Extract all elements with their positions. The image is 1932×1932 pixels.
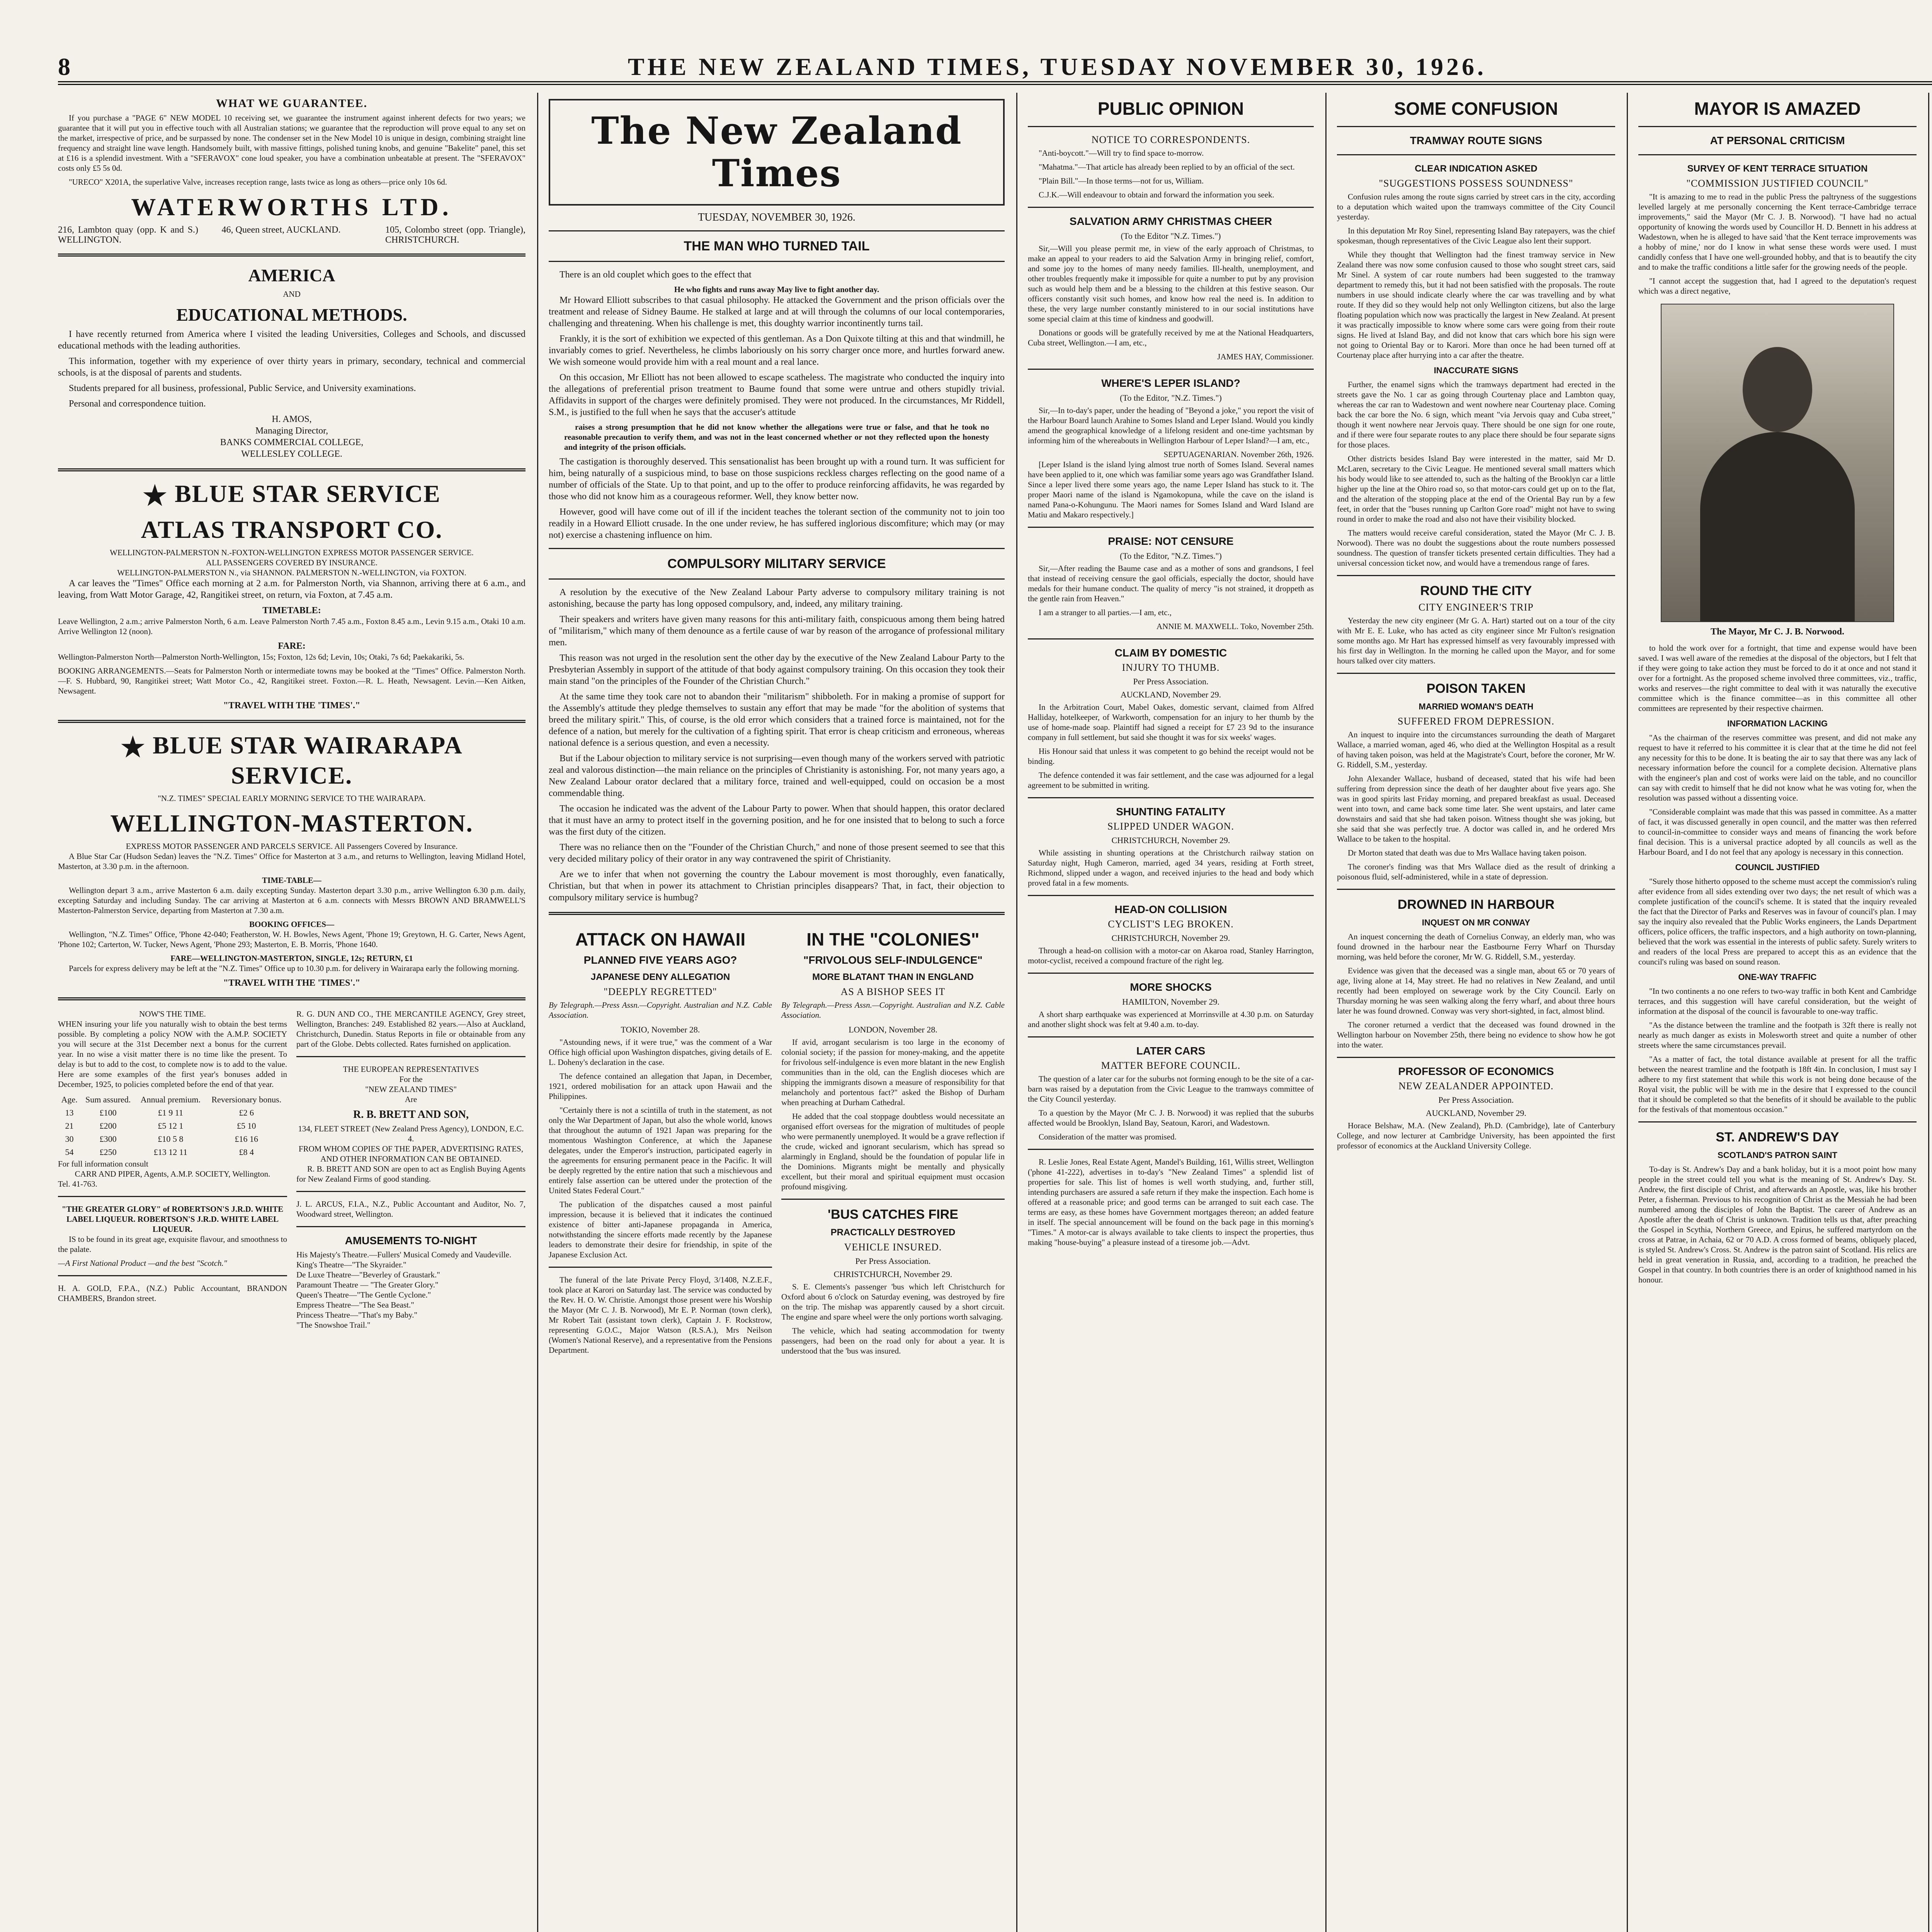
editorial-paragraph: Frankly, it is the sort of exhibition we expected of this gentleman. As a Don Quixote tilting at this and that windmill, he invariably comes to grief. Nevertheless, he climbs laboriously on his sorry charger once more, and hurtles forward anew. We wish someone would provide him with a real mount and a real lance. bbox=[549, 334, 1005, 367]
amusement-item: Queen's Theatre—"The Gentle Cyclone." bbox=[296, 1290, 431, 1299]
table-cell: £100 bbox=[99, 1107, 117, 1117]
article-paragraph: Horace Belshaw, M.A. (New Zealand), Ph.D. (Cambridge), late of Canterbury College, and now lecturer at Cambridge University, has been appointed the first professor of economics at the Auckland University College. bbox=[1337, 1121, 1615, 1150]
article-paragraph: Yesterday the new city engineer (Mr G. A. Hart) started out on a tour of the city with Mr E. E. Luke, who has acted as city engineer since Mr Fulton's resignation some months ago. Mr Hart has expressed himself as very favourably impressed with his first day in Wellington. In the morning he called upon the Mayor, and for some hours talked over city matters. bbox=[1337, 616, 1615, 665]
america-title: AMERICA bbox=[248, 265, 335, 285]
local-news-column bbox=[1337, 93, 1615, 1932]
table-header: Reversionary bonus. bbox=[211, 1094, 282, 1104]
article-deck: "SUGGESTIONS POSSESS SOUNDNESS" bbox=[1379, 178, 1573, 189]
advertorial-paragraph: R. Leslie Jones, Real Estate Agent, Mandel's Building, 161, Willis street, Wellington ('phone 41-222), advertises in to-day's "New Zealand Times" a splendid list of properties for sale. This list of homes is well worth studying, and, further still, intending purchasers are assured a safe return if they make the inspection. Each home is offered at a reasonable price; and good terms can be arranged to suit each case. The terms are easy, as these homes have Government mortgages thereon; an added feature in itself. The special announcement will be found on the back page in this morning's "Times." A motor-car is always available to take clients to inspect the properties, thus making "house-buying" a pleasure instead of a tiresome job.—Advt. bbox=[1028, 1157, 1314, 1247]
editorial-paragraph: The occasion he indicated was the advent of the Labour Party to power. When that should happen, this orator declared that it must have an army to protect itself in the governing position, and he for one insisted that to belong to such a force was the first duty of the citizen. bbox=[549, 804, 1005, 837]
america-signature bbox=[58, 413, 526, 460]
news-subcolumns bbox=[549, 923, 1005, 1360]
table-cell: 21 bbox=[65, 1121, 74, 1131]
brett-title: R. B. BRETT AND SON, bbox=[353, 1108, 469, 1121]
amusement-item: Princess Theatre—"That's my Baby." bbox=[296, 1310, 418, 1320]
article-paragraph: Dr Morton stated that death was due to Mrs Wallace having taken poison. bbox=[1348, 848, 1587, 857]
mayor-photo bbox=[1661, 304, 1894, 622]
wellington-masterton-title: WELLINGTON-MASTERTON. bbox=[110, 809, 473, 837]
article-deck: MORE BLATANT THAN IN ENGLAND bbox=[812, 972, 974, 982]
article-deck: JAPANESE DENY ALLEGATION bbox=[590, 972, 730, 982]
article-deck: SLIPPED UNDER WAGON. bbox=[1107, 821, 1234, 832]
small-ads-right bbox=[296, 1009, 526, 1330]
advertisements-column bbox=[58, 93, 526, 1932]
column-rule bbox=[1016, 93, 1017, 1932]
letter-signature: JAMES HAY, Commissioner. bbox=[1217, 352, 1314, 361]
wairarapa-title bbox=[58, 731, 526, 789]
article-headline: IN THE "COLONIES" bbox=[806, 929, 980, 949]
editorial-paragraph: The castigation is thoroughly deserved. This sensationalist has been brought up with a round turn. It was sufficient for him, being naturally of a suspicious mind, to base on those suspicions reckless charges reflecting on the good name of a number of officials of the State. Up to that point, and up to the offer to produce reinforcing affidavits, he was regarded by those who did not know him as a courageous reformer. Well, they know better now. bbox=[549, 457, 1005, 502]
article-credit: By Telegraph.—Press Assn.—Copyright. Australian and N.Z. Cable Association. bbox=[781, 1000, 1005, 1020]
letter-paragraph: Sir,—Will you please permit me, in view of the early approach of Christmas, to make an appeal to your readers to aid the Salvation Army in bringing relief, comfort, and some joy to the homes of many needy families. Ill-health, unemployment, and other troubles frequently make it impossible for quite a number to put by any provision such as would help them and be a blessing to the children at this festive season. Our officers constantly visit such homes, and know how real the need is. In addition to these, the very large number constantly ministered to in our social institutions have some special claim at this time of kindness and goodwill. bbox=[1028, 244, 1314, 323]
travel-slogan: "TRAVEL WITH THE 'TIMES'." bbox=[223, 978, 361, 988]
signature-line: WELLESLEY COLLEGE. bbox=[241, 449, 342, 459]
article-headline: MORE SHOCKS bbox=[1130, 981, 1212, 993]
table-cell: £1 9 11 bbox=[158, 1107, 183, 1117]
notice-title: NOTICE TO CORRESPONDENTS. bbox=[1091, 134, 1250, 145]
article-deck: SCOTLAND'S PATRON SAINT bbox=[1718, 1150, 1837, 1160]
greater-glory: "THE GREATER GLORY" of ROBERTSON'S J.R.D. WHITE LABEL LIQUEUR. ROBERTSON'S J.R.D. WHITE LABEL LIQUEUR. bbox=[61, 1204, 284, 1234]
article-paragraph: "Surely those hitherto opposed to the scheme must accept the commission's ruling after evidence from all sides extending over two days; the net result of which was a complete justification of the council's scheme. It is stated that the inquiry revealed the fact that the Director of Parks and Reserves was in favour of council's plan. I may say the inquiry also revealed that the Public Works engineers, the Lands Department officers, police officers, the traffic inspectors, and a high authority on town-planning, believed that the work was essential in the interests of public safety. Surely writers to and readers of the local Press are prepared to accept this as an evidence that the council's ruling was based on sound reason. bbox=[1638, 877, 1917, 966]
now-tel: Tel. 41-763. bbox=[58, 1179, 97, 1189]
article-headline: 'BUS CATCHES FIRE bbox=[827, 1207, 959, 1222]
article-paragraph: Evidence was given that the deceased was a single man, about 65 or 70 years of age, living alone at 14, May street. He had no relatives in New Zealand, and until recently had been employed on sewerage work by the City Council. Early on Thursday morning he was seen walking along the ferry wharf, and about three hours later he was found drowned. Conway was very short-sighted, in fact, almost blind. bbox=[1337, 966, 1615, 1015]
article-headline: ATTACK ON HAWAII bbox=[575, 929, 746, 949]
subheading: INACCURATE SIGNS bbox=[1434, 366, 1519, 375]
editorial-quote: raises a strong presumption that he did not know whether the allegations were true or false, and that he took no reasonable precaution to verify them, and was not in the least concerned whether or not they reflected upon the honesty and integrity of the prison officials. bbox=[564, 422, 989, 452]
now-info: For full information consult bbox=[58, 1159, 148, 1168]
table-cell: 54 bbox=[65, 1147, 74, 1157]
article-paragraph: Other districts besides Island Bay were interested in the matter, said Mr D. McLaren, secretary to the Civic League. He mentioned several small matters which his body would like to see attended to, such as the halting of the Brooklyn car a little higher up the line at the Ohiro road so, so that motor-cars could get up on to the flat, and the alteration of the stopping place at the end of the Oriental Bay run by a few feet, in order that the "buses running up Carlton Gore road" might not have to swing round in order to make the road and also not have their visibility blocked. bbox=[1337, 454, 1615, 524]
article-deck: AT PERSONAL CRITICISM bbox=[1710, 134, 1845, 146]
america-paragraph: This information, together with my experience of over thirty years in primary, secondary, technical and commercial schools, is at the disposal of parents and students. bbox=[58, 356, 526, 378]
article-headline: LATER CARS bbox=[1136, 1045, 1206, 1057]
greater-tag: —A First National Product —and the best "Scotch." bbox=[58, 1258, 227, 1268]
wm-timetable: Wellington depart 3 a.m., arrive Masterton 6 a.m. daily excepting Sunday. Masterton depart 3.30 p.m., arrive Wellington 6.30 p.m. daily, excepting Saturday and including Sunday. The car arriving at Masterton at 6 a.m. connects with Messrs BROWN AND BRAMWELL'S Masterton-Palmerston Service, departing from Masterton at 7.30 a.m. bbox=[58, 885, 526, 915]
star-icon: ★ bbox=[121, 733, 146, 763]
article-deck: CLEAR INDICATION ASKED bbox=[1415, 163, 1537, 174]
table-row bbox=[58, 1106, 287, 1119]
running-head: THE NEW ZEALAND TIMES, TUESDAY NOVEMBER 30, 1926. bbox=[628, 53, 1487, 80]
article-paragraph: In the Arbitration Court, Mabel Oakes, domestic servant, claimed from Alfred Halliday, hotelkeeper, of Warkworth, compensation for an injury to her thumb by the use of home-made soap. Plaintiff had signed a receipt for £7 23 9d to the insurance company in full settlement, but said she thought it was for six weeks' wages. bbox=[1028, 702, 1314, 742]
address-wellington: 216, Lambton quay (opp. K and S.) WELLINGTON. bbox=[58, 225, 198, 245]
editorial-paragraph: This reason was not urged in the resolution sent the other day by the executive of the New Zealand Labour Party to the Presbyterian Assembly in support of the attitude of that body against compulsory training. On this occasion they took their main stand "on the principles of the Founder of the Christian Church." bbox=[549, 653, 1005, 686]
euro-for: For the bbox=[399, 1074, 423, 1084]
article-credit: By Telegraph.—Press Assn.—Copyright. Australian and N.Z. Cable Association. bbox=[549, 1000, 772, 1020]
article-headline: POISON TAKEN bbox=[1426, 681, 1526, 696]
table-cell: £5 12 1 bbox=[158, 1121, 184, 1131]
page-number: 8 bbox=[58, 53, 70, 80]
article-deck: CYCLIST'S LEG BROKEN. bbox=[1108, 918, 1234, 930]
article-headline: CLAIM BY DOMESTIC bbox=[1114, 647, 1227, 659]
article-paragraph: Further, the enamel signs which the tramways department had erected in the streets gave the No. 1 car as going through Courtenay place and Lambton quay, whereas the car ran to Wadestown and went nowhere near Courtenay place. Coming back the car bore the No. 6 sign, which meant "via Jervois quay and Cuba street," though it went nowhere near Jervois quay. There should be one sign for one route, and if there were four separate routes to any place there should be four separate signs for those places. bbox=[1337, 380, 1615, 449]
bonus-table bbox=[58, 1093, 287, 1159]
article-headline: DROWNED IN HARBOUR bbox=[1397, 897, 1555, 912]
letter-paragraph: Sir,—In to-day's paper, under the heading of "Beyond a joke," you report the visit of the Harbour Board launch Arahine to Somes Island and Leper Island. Would you kindly amend the geographical knowledge of a lifelong resident and one-time yachtsman by informing him of the whereabouts in Wellington Harbour of Leper Island?—I am, etc., bbox=[1028, 406, 1314, 445]
article-deck: MATTER BEFORE COUNCIL. bbox=[1101, 1060, 1241, 1071]
wairarapa-subtitle: "N.Z. TIMES" SPECIAL EARLY MORNING SERVICE TO THE WAIRARAPA. bbox=[158, 793, 426, 803]
article-paragraph: "As a matter of fact, the total distance available at present for all the traffic between the nearest tramline and the footpath is 18ft 4in. In conclusion, I must say I adhere to my first statement that while this work is not being done because of the Royal visit, the public will be with me in the desire that I expressed to the council that it should be completed so that the benefits of it should be available to the public for the festivals of that momentous occasion." bbox=[1638, 1054, 1917, 1114]
brett-text2: R. B. BRETT AND SON are open to act as English Buying Agents for New Zealand Firms of good standing. bbox=[296, 1164, 526, 1184]
article-paragraph: "It is amazing to me to read in the public Press the paltryness of the suggestions levelled largely at me personally concerning the Kent terrace-Cambridge terrace improvements," said the Mayor (Mr C. J. B. Norwood). "I have had no actual opportunity of knowing the words used by Councillor H. D. Bennett in his address at Wadestown, when he is alleged to have said 'that the Kent terrace improvements was a hobby of mine,' nor do I know in what sense these words were used. I must candidly confess that I have one well-grounded hobby, and that is to beautify the city and to make the traffic conditions a little safer for the growing needs of the people. bbox=[1638, 192, 1917, 272]
article-paragraph: To a question by the Mayor (Mr C. J. B. Norwood) it was replied that the suburbs affected would be Brooklyn, Island Bay, Seatoun, Karori, and Wadestown. bbox=[1028, 1108, 1314, 1128]
dun-ad: R. G. DUN AND CO., THE MERCANTILE AGENCY, Grey street, Wellington, Branches: 249. Established 82 years.—Also at Auckland, Christchurch, Dunedin. Status Reports in file or obtainable from any part of the Globe. Debts collected. Rates furnished on application. bbox=[296, 1009, 526, 1049]
now-text: WHEN insuring your life you naturally wish to obtain the best terms possible. By completing a policy NOW with the A.M.P. SOCIETY you will secure at the 31st December next a bonus for the current year. In no wise a visit matter there is no time like the present. To delay is but to add to the cost, to complete now is to add to the value. Here are some examples of the first year's bonuses added in December, 1925, to policies completed before the end of that year. bbox=[58, 1019, 287, 1089]
article-credit: Per Press Association. bbox=[1133, 677, 1209, 686]
guarantee-text: If you purchase a "PAGE 6" NEW MODEL 10 receiving set, we guarantee the instrument against inherent defects for two years; we guarantee that it will put you in effective touch with all Australian stations; we guarantee that the reproduction will prove equal to any set on the market, irrespective of price, and be surpassed by none. The condenser set in the New Model 10 is unique in design, combining straight line frequency and straight line wave length. Handsomely built, with massive fittings, polished tuning knobs, and genuine "Bakelite" panel, this set at £16 is a splendid investment. With a "SFERAVOX" cone loud speaker, you have a combination unbeatable at present. The "SFERAVOX" costs only £5 5s 0d. bbox=[58, 113, 526, 173]
article-dateline: CHRISTCHURCH, November 29. bbox=[1111, 835, 1230, 845]
editorial-paragraph: But if the Labour objection to military service is not surprising—even though many of the workers served with patriotic zeal and valorous distinction—the main reliance on the principles of Christianity is astonishing. For, not many years ago, a New Zealand Labour orator declared that a military force, trained and well-equipped, could on occasion be a most commendable thing. bbox=[549, 753, 1005, 798]
signature-line: BANKS COMMERCIAL COLLEGE, bbox=[220, 437, 364, 447]
america-and: AND bbox=[283, 289, 301, 299]
wm-booking: Wellington, "N.Z. Times" Office, 'Phone 42-040; Featherston, W. H. Bowles, News Agent, 'Phone 19; Greytown, H. G. Carter, News Agent, 'Phone 102; Carterton, W. Tucker, News Agent, 'Phone 293; Masterton, E. B. Morris, 'Phone 1640. bbox=[58, 929, 526, 949]
america-paragraph: Students prepared for all business, professional, Public Service, and University examinations. bbox=[69, 383, 416, 393]
article-dateline: AUCKLAND, November 29. bbox=[1120, 690, 1221, 699]
amusement-item: Empress Theatre—"The Sea Beast." bbox=[296, 1300, 414, 1310]
editorial-date: TUESDAY, NOVEMBER 30, 1926. bbox=[698, 211, 855, 223]
table-cell: 30 bbox=[65, 1134, 74, 1144]
letter-headline: PRAISE: NOT CENSURE bbox=[1108, 535, 1234, 547]
nameplate-box bbox=[549, 99, 1005, 206]
guarantee-title: WHAT WE GUARANTEE. bbox=[216, 97, 367, 110]
euro-title: THE EUROPEAN REPRESENTATIVES bbox=[343, 1064, 479, 1074]
bluestar-route: WELLINGTON-PALMERSTON N.-FOXTON-WELLINGTON EXPRESS MOTOR PASSENGER SERVICE. bbox=[110, 548, 474, 558]
colonies-article bbox=[781, 923, 1005, 1360]
article-deck: TRAMWAY ROUTE SIGNS bbox=[1410, 134, 1543, 146]
greater-text: IS to be found in its great age, exquisite flavour, and smoothness to the palate. bbox=[58, 1234, 287, 1254]
funeral-paragraph: The funeral of the late Private Percy Floyd, 3/1408, N.Z.E.F., took place at Karori on Saturday last. The service was conducted by the Rev. H. O. W. Christie. Amongst those present were his Worship the Mayor (Mr C. J. B. Norwood), Mr E. P. Norman (town clerk), Mr Robert Tait (assistant town clerk), Captain J. F. Rockstrow, representing G.O.C., Major Watson (R.S.A.), Mrs Neilson (Women's National Reserve), and a representative from the Pensions Department. bbox=[549, 1275, 772, 1355]
letter-signature: ANNIE M. MAXWELL. Toko, November 25th. bbox=[1156, 622, 1314, 631]
ureco-text: "URECO" X201A, the superlative Valve, increases reception range, lasts twice as long as others—price only 10s 6d. bbox=[69, 177, 447, 187]
article-paragraph: S. E. Clements's passenger 'bus which left Christchurch for Oxford about 6 o'clock on Saturday evening, was destroyed by fire on the trip. The mishap was apparently caused by a short circuit. The engine and spare wheel were the only portions worth salvaging. bbox=[781, 1282, 1005, 1321]
public-opinion-column bbox=[1028, 93, 1314, 1932]
editor-note: [Leper Island is the island lying almost true north of Somes Island. Several names have been applied to it, one which was familiar some years ago was Grandfather Island. Since a leper lived there some years ago, the name Leper Island has stuck to it. The proper Maori name of the island is Ngamokopuna, while the cave on the island is named Pana-o-Kohungunu. The Maori names for Somes Island and Ward Island are Matiu and Makaro respectively.] bbox=[1028, 460, 1314, 519]
letter-paragraph: I am a stranger to all parties.—I am, etc., bbox=[1039, 608, 1172, 617]
article-dateline: AUCKLAND, November 29. bbox=[1425, 1108, 1527, 1118]
article-paragraph: The defence contained an allegation that Japan, in December, 1921, ordered mobilisation for an attack upon Hawaii and the Philippines. bbox=[549, 1071, 772, 1101]
now-title: NOW'S THE TIME. bbox=[139, 1009, 206, 1019]
article-dateline: HAMILTON, November 29. bbox=[1122, 997, 1219, 1007]
article-paragraph: His Honour said that unless it was competent to go behind the receipt would not be binding. bbox=[1028, 747, 1314, 766]
notice-item: C.J.K.—Will endeavour to obtain and forward the information you seek. bbox=[1039, 190, 1274, 199]
article-paragraph: An inquest concerning the death of Cornelius Conway, an elderly man, who was found drowned in the harbour near the Eastbourne Ferry Wharf on Thursday morning, was held before the coroner, Mr W. G. Riddell, S.M., yesterday. bbox=[1337, 932, 1615, 961]
article-headline: SHUNTING FATALITY bbox=[1116, 806, 1226, 818]
small-ads-left bbox=[58, 1009, 287, 1330]
euro-paper: "NEW ZEALAND TIMES" bbox=[365, 1084, 457, 1094]
signature-line: Managing Director, bbox=[255, 426, 328, 436]
table-row bbox=[58, 1119, 287, 1133]
letter-to: (To the Editor, "N.Z. Times.") bbox=[1120, 551, 1222, 561]
article-paragraph: An inquest to inquire into the circumstances surrounding the death of Margaret Wallace, a married woman, aged 46, who died at the Wellington Hospital as a result of having taken poison, was held at the Magistrate's Court, before the coroner, Mr W. G. Riddell, S.M., yesterday. bbox=[1337, 730, 1615, 769]
article-dateline: CHRISTCHURCH, November 29. bbox=[1111, 933, 1230, 943]
article-paragraph: The defence contended it was fair settlement, and the case was adjourned for a legal agreement to be submitted in writing. bbox=[1028, 770, 1314, 790]
photo-caption: The Mayor, Mr C. J. B. Norwood. bbox=[1711, 627, 1844, 637]
editorial-verse: He who fights and runs away May live to fight another day. bbox=[674, 285, 879, 294]
article-headline: ST. ANDREW'S DAY bbox=[1716, 1130, 1839, 1145]
editorial-paragraph: There was no reliance then on the "Founder of the Christian Church," and none of those present seemed to see that this very decided military policy of their orator in any way contravened the spirit of Christianity. bbox=[549, 842, 1005, 864]
wm-timetable-title: TIME-TABLE— bbox=[262, 875, 321, 885]
small-ads-grid bbox=[58, 1009, 526, 1330]
article-credit: Per Press Association. bbox=[1438, 1095, 1514, 1105]
euro-are: Are bbox=[405, 1094, 417, 1104]
notice-item: "Anti-boycott."—Will try to find space to-morrow. bbox=[1039, 148, 1204, 158]
star-icon: ★ bbox=[143, 481, 168, 511]
column-rule bbox=[1325, 93, 1327, 1932]
article-paragraph: While they thought that Wellington had the finest tramway service in New Zealand there was now some confusion caused to those who sought street cars, said Mr Sinel. A system of car route numbers had been suggested to the tramway department to remedy this, but it had not been satisfied with the proposals. The route numbers in use should indicate clearly where the car was travelling and by what route. If they did so they would help not only Wellington citizens, but also the large floating population which now was practically the largest in New Zealand. At present it was practically impossible to know where some cars were going from their route signs. He lived at Island Bay, and did not know that cars which bore his sign were not going to Oriental Bay or to Karori. More than once he had been turned off at Courtenay place after hurrying into a car after the theatre. bbox=[1337, 250, 1615, 360]
notice-item: "Plain Bill."—In those terms—not for us, William. bbox=[1039, 176, 1204, 185]
article-deck: CITY ENGINEER'S TRIP bbox=[1418, 602, 1534, 613]
table-cell: £300 bbox=[99, 1134, 117, 1144]
article-deck: SUFFERED FROM DEPRESSION. bbox=[1398, 716, 1554, 727]
editorial-paragraph: There is an old couplet which goes to the effect that bbox=[560, 270, 752, 280]
america-paragraph: I have recently returned from America where I visited the leading Universities, Colleges and Schools, and discussed educational methods with the leading authorities. bbox=[58, 329, 526, 351]
fare-title: FARE: bbox=[278, 641, 306, 651]
article-headline: MAYOR IS AMAZED bbox=[1694, 99, 1861, 119]
table-header: Annual premium. bbox=[140, 1094, 201, 1104]
article-headline: PROFESSOR OF ECONOMICS bbox=[1398, 1065, 1554, 1077]
signature-line: H. AMOS, bbox=[272, 414, 312, 424]
bluestar-title-text: BLUE STAR SERVICE bbox=[175, 480, 441, 507]
hawaii-article bbox=[549, 923, 772, 1360]
address-christchurch: 105, Colombo street (opp. Triangle), CHRISTCHURCH. bbox=[385, 225, 526, 245]
table-cell: £8 4 bbox=[239, 1147, 254, 1157]
article-deck: MARRIED WOMAN'S DEATH bbox=[1418, 702, 1534, 711]
letter-paragraph: Sir,—After reading the Baume case and as a mother of sons and grandsons, I feel that instead of receiving censure the gaol officials, especially the doctor, should have medals for their humane conduct. The quality of mercy "is not strained, it droppeth as the gentle rain from Heaven." bbox=[1028, 564, 1314, 603]
booking-text: BOOKING ARRANGEMENTS.—Seats for Palmerston North or intermediate towns may be booked at the "Times" Office. Palmerston North.—F. S. Hubbard, 90, Rangitikei street; Watt Motor Co., 42, Rangitikei street. Foxton.—R. L. Heath, Newsagent. Levin.—Ken Aitken, Newsagent. bbox=[58, 666, 526, 696]
arcus-ad: J. L. ARCUS, F.I.A., N.Z., Public Accountant and Auditor, No. 7, Woodward street, Wellington. bbox=[296, 1199, 526, 1219]
timetable-text: Leave Wellington, 2 a.m.; arrive Palmerston North, 6 a.m. Leave Palmerston North 7.45 a.m., Foxton 8.45 a.m., Levin 9.15 a.m., Otaki 10 a.m. Arrive Wellington 12 (noon). bbox=[58, 617, 526, 636]
article-paragraph: "I cannot accept the suggestion that, had I agreed to the deputation's request which was a direct negative, bbox=[1638, 276, 1917, 296]
article-paragraph: "Certainly there is not a scintilla of truth in the statement, as not only the War Department of Japan, but also the whole world, knows that throughout the autumn of 1921 Japan was preparing for the momentous Washington Conference, at which the Japanese delegates, under the Emperor's instruction, participated eagerly in the agreements for ensuring permanent peace in the Pacific. It will be deeply regretted by the entire nation that such a mischievous and entirely false assertion can be uttered under the protection of the United States Federal Court." bbox=[549, 1105, 772, 1195]
table-cell: £13 12 11 bbox=[153, 1147, 187, 1157]
wm-booking-title: BOOKING OFFICES— bbox=[249, 919, 334, 929]
article-paragraph: A short sharp earthquake was experienced at Morrinsville at 4.30 p.m. on Saturday and another slight shock was felt at 9.40 a.m. to-day. bbox=[1028, 1010, 1314, 1029]
bluestar-paragraph: A car leaves the "Times" Office each morning at 2 a.m. for Palmerston North, via Shannon, arriving there at 6 a.m., and leaving, from Watt Motor Garage, 42, Rangitikei street, on return, via Foxton, at 7.45 a.m. bbox=[58, 578, 526, 600]
letter-headline: WHERE'S LEPER ISLAND? bbox=[1101, 377, 1240, 389]
article-paragraph: To-day is St. Andrew's Day and a bank holiday, but it is a moot point how many people in the street could tell you what is the meaning of St. Andrew's Day. St. Andrew, the first disciple of Christ, and afterwards an Apostle, was, like his brother Peter, a fisherman. Previous to his recognition of Christ as the Messiah he had been numbered among the disciples of John the Baptist. The career of Andrew as an Apostle after the death of Christ is unknown. Tradition tells us that, after preaching the Gospel in Scythia, Northern Greece, and Epirus, he suffered martyrdom on the cross at Patrae, in Achaia, 62 or 70 A.D. A cross formed of beams, obliquely placed, is styled St. Andrew's Cross. St. Andrew is the patron saint of Scotland. His relics are held in great veneration in Russia, and, according to a tradition, he preached the Gospel in that country. In both countries there is an order of knighthood named in his honour. bbox=[1638, 1165, 1917, 1284]
article-paragraph: While assisting in shunting operations at the Christchurch railway station on Saturday night, Hugh Cameron, married, aged 34 years, residing at Forth street, Richmond, slipped under a wagon, and received injuries to the head and body which proved fatal in a few moments. bbox=[1028, 848, 1314, 888]
article-deck: AS A BISHOP SEES IT bbox=[840, 986, 946, 997]
wm-fare: FARE—WELLINGTON-MASTERTON, SINGLE, 12s; RETURN, £1 bbox=[170, 953, 413, 963]
article-dateline: CHRISTCHURCH, November 29. bbox=[833, 1269, 952, 1279]
amusement-item: Paramount Theatre — "The Greater Glory." bbox=[296, 1280, 439, 1289]
waterworths-title: WATERWORTHS LTD. bbox=[131, 193, 452, 221]
table-header: Sum assured. bbox=[85, 1094, 131, 1104]
article-dateline: LONDON, November 28. bbox=[849, 1025, 937, 1034]
editorial-headline: THE MAN WHO TURNED TAIL bbox=[684, 239, 870, 253]
column-rule bbox=[537, 93, 538, 1932]
article-headline: ROUND THE CITY bbox=[1420, 583, 1532, 598]
table-cell: £200 bbox=[99, 1121, 117, 1131]
article-paragraph: Through a head-on collision with a motor-car on Akaroa road, Stanley Harrington, motor-cyclist, received a compound fracture of the right leg. bbox=[1028, 946, 1314, 965]
subheading: INFORMATION LACKING bbox=[1727, 719, 1828, 728]
article-paragraph: "As the distance between the tramline and the footpath is 32ft there is really not nearly as much danger as exists in Molesworth street and quite a number of other streets where the same circumstances prevail. bbox=[1638, 1020, 1917, 1050]
bluestar-title2: ATLAS TRANSPORT CO. bbox=[141, 516, 443, 544]
letter-signature: SEPTUAGENARIAN. November 26th, 1926. bbox=[1163, 450, 1314, 459]
amusements-title: AMUSEMENTS TO-NIGHT bbox=[345, 1234, 477, 1247]
subheading: ONE-WAY TRAFFIC bbox=[1738, 972, 1817, 982]
article-paragraph: Consideration of the matter was promised. bbox=[1039, 1132, 1177, 1141]
editorial-column bbox=[549, 93, 1005, 1932]
article-paragraph: to hold the work over for a fortnight, that time and expense would have been saved. I was well aware of the remedies at the disposal of the objectors, but I felt that if they were going to take action they must be forced to do it at once and not stand it over for a fortnight. As the proposed scheme involved three committees, viz., traffic, works and reserves—the right committee to deal with it was naturally the executive committee which is the finance committee—as in this committee all other committees are represented by their respective chairmen. bbox=[1638, 643, 1917, 713]
now-agents: CARR AND PIPER, Agents, A.M.P. SOCIETY, Wellington. bbox=[75, 1169, 270, 1179]
article-deck: "DEEPLY REGRETTED" bbox=[604, 986, 717, 997]
bluestar-title bbox=[58, 480, 526, 510]
editorial-paragraph: Mr Howard Elliott subscribes to that casual philosophy. He attacked the Government and the prison officials over the treatment and release of Sidney Baume. He stalked at large and at will through the columns of our local contemporaries, challenging and threatening. When his challenge is met, this doughty warrior incontinently turns tail. bbox=[549, 295, 1005, 328]
amusement-item: "The Snowshoe Trail." bbox=[296, 1320, 371, 1330]
fare-text: Wellington-Palmerston North—Palmerston North-Wellington, 15s; Foxton, 12s 6d; Levin, 10s; Otaki, 7s 6d; Paekakariki, 5s. bbox=[58, 652, 464, 662]
table-header: Age. bbox=[61, 1094, 78, 1104]
table-cell: £5 10 bbox=[237, 1121, 256, 1131]
editorial-paragraph: However, good will have come out of ill if the incident teaches the tolerant section of the community not to join too readily in a Howard Elliott crusade. In the one under review, he has suffered inglorious discomfiture; which may (or may not) exercise a chastening influence on him. bbox=[549, 507, 1005, 540]
article-paragraph: In this deputation Mr Roy Sinel, representing Island Bay ratepayers, was the chief spokesman, though representatives of the Civic League also lent their support. bbox=[1337, 226, 1615, 245]
article-paragraph: The coroner's finding was that Mrs Wallace died as the result of drinking a poisonous fluid, self-administered, while in a state of depression. bbox=[1337, 862, 1615, 881]
column-rule bbox=[1928, 93, 1929, 1932]
notice-item: "Mahatma."—That article has already been replied to by an official of the sect. bbox=[1039, 162, 1295, 172]
timetable-title: TIMETABLE: bbox=[262, 605, 321, 616]
letter-paragraph: Donations or goods will be gratefully received by me at the National Headquarters, Cuba street, Wellington.—I am, etc., bbox=[1028, 328, 1314, 347]
article-paragraph: He added that the coal stoppage doubtless would necessitate an organised effort overseas for the migration of multitudes of people who were permanently unemployed. It would be a grave reflection if the crude, wicked and ignorant secularism, which has spread so alarmingly in England, should be the foundation of popular life in the Dominions. Migrants might be mentally and physically excellent, but their moral and spiritual equipment must occasion profound misgiving. bbox=[781, 1112, 1005, 1191]
wellington-masterton-sub: EXPRESS MOTOR PASSENGER AND PARCELS SERVICE. All Passengers Covered by Insurance. bbox=[126, 841, 458, 851]
table-cell: £10 5 8 bbox=[158, 1134, 184, 1144]
table-header-row bbox=[58, 1093, 287, 1106]
gold-ad: H. A. GOLD, F.P.A., (N.Z.) Public Accountant, BRANDON CHAMBERS, Brandon street. bbox=[58, 1283, 287, 1303]
section-title: PUBLIC OPINION bbox=[1097, 99, 1244, 119]
editorial-headline: COMPULSORY MILITARY SERVICE bbox=[667, 556, 886, 571]
nameplate: The New Zealand Times bbox=[591, 109, 962, 195]
bluestar-via: WELLINGTON-PALMERSTON N., via SHANNON. PALMERSTON N.-WELLINGTON, via FOXTON. bbox=[117, 568, 466, 578]
article-paragraph: John Alexander Wallace, husband of deceased, stated that his wife had been suffering from depression since the death of her daughter about five years ago. She was in good spirits last Friday morning, and prepared breakfast as usual. Deceased went into town, and came back some time later. She went upstairs, and later came downstairs and said that she had taken poison. Witness thought she was joking, but she said that she was perfectly true. A doctor was called in, and he ordered Mrs Wallace to be taken to the hospital. bbox=[1337, 774, 1615, 844]
article-paragraph: The matters would receive careful consideration, stated the Mayor (Mr C. J. B. Norwood). There was no doubt the suggestions about the route numbers possessed soundness. The question of transfer tickets presented certain difficulties. They had a universal concession ticket now, and would have a tremendous range of fares. bbox=[1337, 528, 1615, 568]
brett-address: 134, FLEET STREET (New Zealand Press Agency), LONDON, E.C. 4. bbox=[298, 1124, 524, 1143]
letter-to: (To the Editor, "N.Z. Times.") bbox=[1120, 393, 1222, 403]
subheading: COUNCIL JUSTIFIED bbox=[1735, 862, 1820, 872]
table-row bbox=[58, 1133, 287, 1146]
letter-to: (To the Editor "N.Z. Times.") bbox=[1121, 231, 1221, 241]
america-subtitle: EDUCATIONAL METHODS. bbox=[176, 305, 407, 325]
article-dateline: TOKIO, November 28. bbox=[621, 1025, 700, 1034]
article-deck: VEHICLE INSURED. bbox=[844, 1242, 942, 1253]
article-deck: "FRIVOLOUS SELF-INDULGENCE" bbox=[803, 954, 983, 966]
article-paragraph: The publication of the dispatches caused a most painful impression, because it is believed that it indicates the continued existence of bitter anti-Japanese propaganda in America, notwithstanding the sincere efforts made recently by the Japanese leaders to demonstrate their desire for friendship, in spite of the Japanese Exclusion Act. bbox=[549, 1200, 772, 1259]
waterworths-addresses bbox=[58, 225, 526, 245]
column-rule bbox=[1627, 93, 1628, 1932]
bluestar-insurance: ALL PASSENGERS COVERED BY INSURANCE. bbox=[206, 558, 378, 568]
travel-slogan: "TRAVEL WITH THE 'TIMES'." bbox=[223, 701, 361, 711]
article-deck: INQUEST ON MR CONWAY bbox=[1422, 918, 1531, 927]
article-deck: PRACTICALLY DESTROYED bbox=[830, 1227, 956, 1238]
article-paragraph: "Considerable complaint was made that this was passed in committee. As a matter of fact, it was discussed generally in open council, and the matter was then referred to council-in-committee to consider ways and means of financing the work before final decision. This is a universal practice adopted by all councils as well as the Harbour Board, and I do not feel that any apology is necessary in this connection. bbox=[1638, 807, 1917, 857]
mayor-column bbox=[1638, 93, 1917, 1932]
brett-text: FROM WHOM COPIES OF THE PAPER, ADVERTISING RATES, AND OTHER INFORMATION CAN BE OBTAINED. bbox=[298, 1144, 524, 1163]
table-cell: £2 6 bbox=[239, 1107, 254, 1117]
editorial-paragraph: Their speakers and writers have given many reasons for this anti-military faith, conspicuous among them being hatred of "militarism," which many of them denounce as a fertile cause of war by reason of the arrogance of professional military men. bbox=[549, 614, 1005, 648]
letter-headline: SALVATION ARMY CHRISTMAS CHEER bbox=[1069, 215, 1272, 227]
article-paragraph: The vehicle, which had seating accommodation for twenty passengers, had been on the road only for about a year. It is understood that the 'bus was insured. bbox=[781, 1326, 1005, 1355]
wm-parcels: Parcels for express delivery may be left at the "N.Z. Times" Office up to 10.30 p.m. for delivery in Wairarapa early the following morning. bbox=[69, 963, 519, 973]
article-paragraph: If avid, arrogant secularism is too large in the economy of colonial society; if the passion for money-making, and the appetite for frivolous self-indulgence is even more blatant in the new English communities than in the old, can the English dioceses which are shipping the immigrants disown a measure of responsibility for that melancholy and portentous fact?" asked the Bishop of Durham when preaching at Durham Cathedral. bbox=[781, 1037, 1005, 1107]
editorial-paragraph: On this occasion, Mr Elliott has not been allowed to escape scatheless. The magistrate who conducted the inquiry into the allegations of preferential prison treatment to Baume found that some were untrue and others stupidly trivial. Affidavits in support of the charges were definitely promised. They were not produced. In the circumstances, Mr Riddell, S.M., is justified to the full when he says that the accuser's attitude bbox=[549, 372, 1005, 417]
table-cell: £16 16 bbox=[235, 1134, 259, 1144]
article-paragraph: The coroner returned a verdict that the deceased was found drowned in the Wellington harbour on November 25th, there being no evidence to show how he got into the water. bbox=[1337, 1020, 1615, 1049]
article-deck: NEW ZEALANDER APPOINTED. bbox=[1398, 1080, 1554, 1092]
masthead bbox=[58, 46, 1932, 85]
wairarapa-title-text: BLUE STAR WAIRARAPA SERVICE. bbox=[153, 731, 463, 789]
table-row bbox=[58, 1146, 287, 1159]
article-paragraph: The question of a later car for the suburbs not forming enough to be the site of a car-barn was raised by a deputation from the Civic League to the tramways committee of the City Council yesterday. bbox=[1028, 1074, 1314, 1104]
table-cell: 13 bbox=[65, 1107, 74, 1117]
article-deck: "COMMISSION JUSTIFIED COUNCIL" bbox=[1686, 178, 1869, 189]
amusement-item: King's Theatre—"The Skyraider." bbox=[296, 1260, 406, 1269]
editorial-paragraph: Are we to infer that when not governing the country the Labour movement is most thoroughly, even fanatically, Christian, but that when in power its attachment to Christian principles disappears? That, in fact, their objection to compulsory military service is humbug? bbox=[549, 869, 1005, 903]
article-deck: INJURY TO THUMB. bbox=[1122, 662, 1220, 673]
article-deck: SURVEY OF KENT TERRACE SITUATION bbox=[1687, 163, 1868, 174]
address-auckland: 46, Queen street, AUCKLAND. bbox=[221, 225, 341, 235]
article-paragraph: "In two continents a no one refers to two-way traffic in both Kent and Cambridge terraces, and this suggestion will have careful consideration, but the weight of information at the disposal of the council is favourable to one-way traffic. bbox=[1638, 986, 1917, 1016]
editorial-paragraph: At the same time they took care not to abandon their "militarism" shibboleth. For in making a promise of support for the Assembly's attitude they pledge themselves to sustain any effort that may be made "for the abolition of systems that breed the military spirit." This, of course, is the old error which considers that a trained force is maintained, not for the defence of a nation, but merely for the cultivation of a fighting spirit. That error is cheap criticism and erroneous, whereas national defence is a serious question, and even a necessity. bbox=[549, 692, 1005, 748]
editorial-paragraph: A resolution by the executive of the New Zealand Labour Party adverse to compulsory military training is not astonishing, because the party has long opposed compulsory, and, indeed, any military training. bbox=[549, 587, 1005, 609]
article-paragraph: Confusion rules among the route signs carried by street cars in the city, according to a deputation which waited upon the tramways committee of the City Council yesterday. bbox=[1337, 192, 1615, 221]
article-headline: SOME CONFUSION bbox=[1394, 99, 1558, 119]
article-headline: HEAD-ON COLLISION bbox=[1114, 903, 1227, 915]
amusement-item: His Majesty's Theatre.—Fullers' Musical Comedy and Vaudeville. bbox=[296, 1250, 512, 1259]
article-credit: Per Press Association. bbox=[855, 1256, 931, 1266]
wm-paragraph: A Blue Star Car (Hudson Sedan) leaves the "N.Z. Times" Office for Masterton at 3 a.m., and returns to Wellington, leaving Midland Hotel, Masterton, at 3.30 p.m. in the afternoon. bbox=[58, 851, 526, 871]
amusement-item: De Luxe Theatre—"Beverley of Graustark." bbox=[296, 1270, 440, 1279]
table-cell: £250 bbox=[99, 1147, 117, 1157]
article-paragraph: "Astounding news, if it were true," was the comment of a War Office high official upon Washington dispatches, giving details of E. L. Doheny's declaration in the case. bbox=[549, 1037, 772, 1067]
article-deck: PLANNED FIVE YEARS AGO? bbox=[583, 954, 737, 966]
america-paragraph: Personal and correspondence tuition. bbox=[69, 399, 206, 409]
article-paragraph: "As the chairman of the reserves committee was present, and did not make any request to have it referred to his committee it is clear that at the time he did not feel any necessity for this to be done. It is beating the air to say that there was any lack of necessary information before the council for a complete decision. Alternative plans with the engineer's plan and cost of works were laid on the table, and no councillor can say with credit to himself that he did not know what he was voting for, when the resolution was passed without a dissenting voice. bbox=[1638, 733, 1917, 803]
